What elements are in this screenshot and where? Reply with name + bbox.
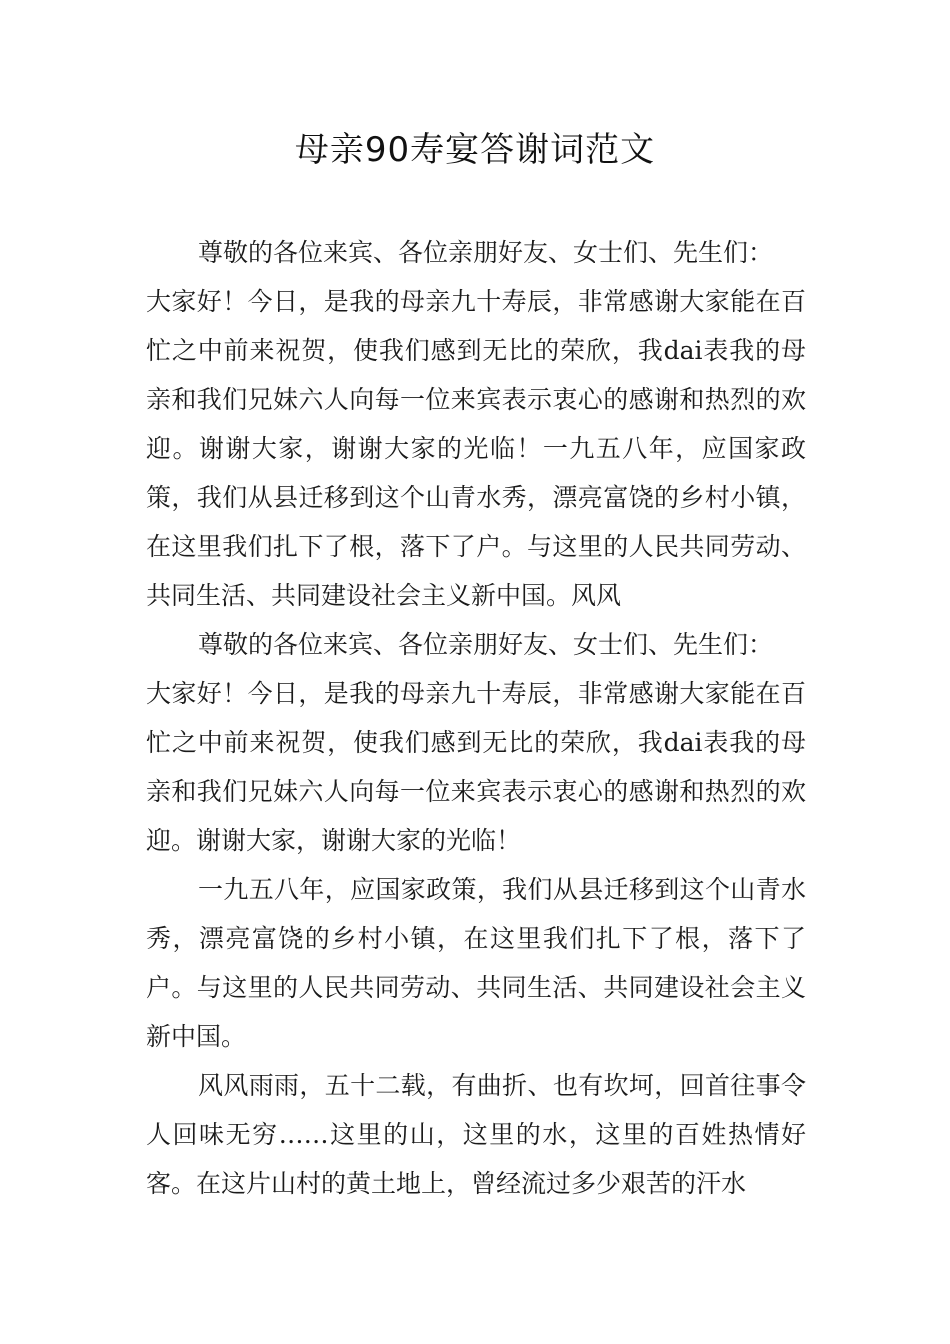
paragraph-body-3: 一九五八年，应国家政策，我们从县迁移到这个山青水秀，漂亮富饶的乡村小镇，在这里我们扎下了根，落下了户。与这里的人民共同劳动、共同生活、共同建设社会主义新中国。: [146, 875, 806, 1051]
document-title: 母亲90寿宴答谢词范文: [294, 130, 656, 170]
paragraph-greeting-2: 尊敬的各位来宾、各位亲朋好友、女士们、先生们：: [198, 630, 774, 659]
document-body: [146, 228, 806, 1208]
paragraph-greeting-1: 尊敬的各位来宾、各位亲朋好友、女士们、先生们：: [198, 238, 774, 267]
paragraph-body-1: 大家好！今日，是我的母亲九十寿辰，非常感谢大家能在百忙之中前来祝贺，使我们感到无比的荣欣，我dai表我的母亲和我们兄妹六人向每一位来宾表示衷心的感谢和热烈的欢迎。谢谢大家，谢谢大家的光临！一九五八年，应国家政策，我们从县迁移到这个山青水秀，漂亮富饶的乡村小镇，在这里我们扎下了根，落下了户。与这里的人民共同劳动、共同生活、共同建设社会主义新中国。风风: [146, 287, 806, 610]
paragraph-body-4: 风风雨雨，五十二载，有曲折、也有坎坷，回首往事令人回味无穷……这里的山，这里的水，这里的百姓热情好客。在这片山村的黄土地上，曾经流过多少艰苦的汗水: [146, 1071, 806, 1198]
paragraph-body-2: 大家好！今日，是我的母亲九十寿辰，非常感谢大家能在百忙之中前来祝贺，使我们感到无比的荣欣，我dai表我的母亲和我们兄妹六人向每一位来宾表示衷心的感谢和热烈的欢迎。谢谢大家，谢谢大家的光临！: [146, 679, 806, 855]
